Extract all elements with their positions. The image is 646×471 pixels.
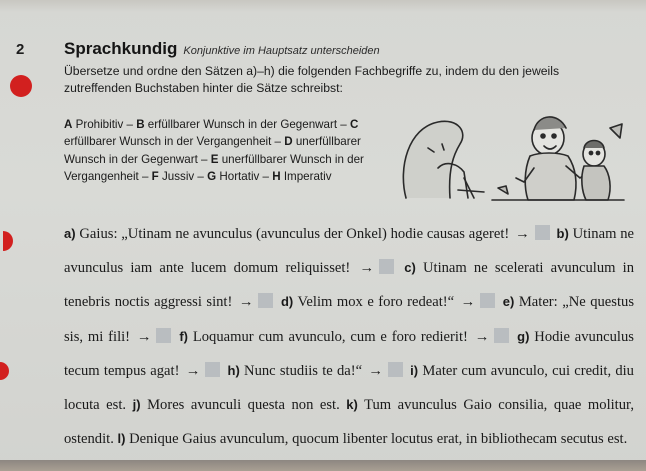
sentence-text: Tum avunculus Gaio consilia, quae molitur, ostendit.	[64, 397, 634, 448]
answer-box[interactable]	[258, 293, 273, 308]
legend-term: Imperativ	[283, 170, 332, 184]
arrow-icon: →	[185, 362, 201, 379]
instruction-text: Übersetze und ordne den Sätzen a)–h) die folgenden Fachbegriffe zu, indem du den jeweils zutreffenden Buchstaben hinter die Sätze schreibst:	[64, 64, 560, 95]
red-marker-dot	[10, 75, 32, 97]
legend-term: unerfüllbarer Wunsch in der Gegenwart –	[64, 135, 361, 166]
legend-term: Prohibitiv –	[75, 118, 137, 131]
sentence-label: j)	[132, 397, 141, 413]
legend-letter: D	[284, 135, 293, 149]
answer-box[interactable]	[379, 259, 394, 274]
sentence-text: Mores avunculi questa non est.	[147, 397, 340, 414]
sentence-label: h)	[227, 362, 240, 378]
legend-letter: E	[210, 152, 219, 166]
sentence-text: Mater: „Ne questus sis, mi fili!	[64, 294, 634, 345]
sentence-label: f)	[179, 328, 188, 344]
answer-box[interactable]	[156, 328, 171, 343]
answer-box[interactable]	[535, 225, 550, 240]
sentence-label: e)	[502, 294, 515, 310]
sentence-text: Loquamur cum avunculo, cum e foro redierit!	[192, 328, 468, 345]
legend-term: erfüllbarer Wunsch in der Vergangenheit –	[64, 135, 285, 149]
legend-letter: C	[349, 118, 359, 131]
sentence-text: Hodie avunculus tecum tempus agat!	[64, 328, 634, 379]
answer-box[interactable]	[494, 328, 509, 343]
sentence-label: a)	[64, 226, 76, 241]
cartoon-illustration	[398, 108, 633, 203]
sentence-label: c)	[404, 260, 416, 276]
answer-box[interactable]	[388, 362, 403, 377]
legend-term: Jussiv –	[162, 170, 208, 184]
arrow-icon: →	[368, 362, 383, 379]
sentence-label: g)	[517, 328, 530, 344]
legend-letter: F	[151, 170, 159, 184]
sentence-label: b)	[556, 226, 569, 241]
legend-term: Hortativ –	[219, 170, 273, 184]
arrow-icon: →	[474, 328, 490, 345]
sentence-text: Mater cum avunculo, cui credit, diu locuta est.	[64, 362, 634, 414]
answer-box[interactable]	[480, 293, 495, 308]
answer-box[interactable]	[205, 362, 220, 377]
legend-letter: H	[272, 170, 281, 184]
arrow-icon: →	[238, 294, 254, 311]
arrow-icon: →	[460, 294, 476, 311]
exercise-title	[64, 39, 380, 59]
exercise-subtitle: Konjunktive im Hauptsatz unterscheiden	[183, 45, 380, 57]
sentence-label: k)	[346, 397, 358, 413]
legend-letter: G	[207, 170, 217, 184]
arrow-icon: →	[136, 328, 152, 345]
sentence-text: Utinam ne avunculus iam ante lucem domum reliquisset!	[64, 226, 635, 277]
sentence-text: Utinam ne scelerati avunculum in tenebris noctis aggressi sint!	[64, 260, 634, 311]
page-top-shadow	[0, 0, 646, 12]
legend-letter: B	[136, 118, 145, 131]
title-text: Sprachkundig	[64, 39, 178, 58]
term-legend	[64, 116, 399, 186]
exercise-number: 2	[16, 41, 25, 58]
sentence-text: Denique Gaius avunculum, quocum libenter locutus erat, in bibliothecam secutus est.	[129, 431, 628, 448]
legend-term: unerfüllbarer Wunsch in der Vergangenheit –	[64, 152, 364, 184]
sentence-text: Nunc studiis te da!“	[244, 362, 363, 379]
sentence-text: Gaius: „Utinam ne avunculus (avunculus der Onkel) hodie causas ageret!	[79, 226, 510, 242]
legend-letter: A	[64, 118, 73, 131]
sentence-label: l)	[117, 431, 126, 447]
page-edge	[0, 460, 646, 471]
sentence-label: i)	[410, 362, 419, 378]
arrow-icon: →	[359, 260, 375, 277]
exercise-sentences	[64, 217, 634, 456]
legend-term: erfüllbarer Wunsch in der Gegenwart –	[147, 118, 350, 131]
sentence-label: d)	[280, 294, 294, 310]
arrow-icon: →	[515, 226, 530, 242]
sentence-text: Velim mox e foro redeat!“	[297, 294, 455, 311]
